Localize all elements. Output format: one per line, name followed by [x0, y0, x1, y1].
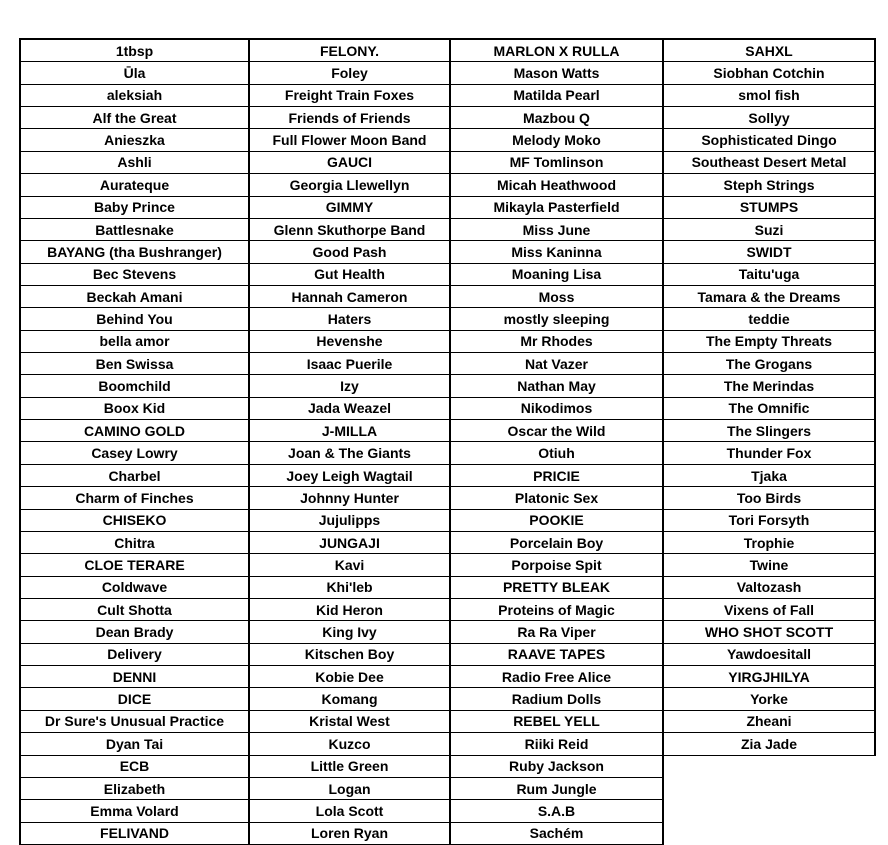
- artist-name-cell: Zia Jade: [663, 733, 875, 755]
- table-row: [20, 196, 875, 218]
- artist-name-cell: Otiuh: [450, 442, 663, 464]
- table-row: [20, 442, 875, 464]
- artist-name-cell: Micah Heathwood: [450, 174, 663, 196]
- artist-name-cell: Dean Brady: [20, 621, 249, 643]
- table-row: [20, 554, 875, 576]
- artist-name-cell: Full Flower Moon Band: [249, 129, 450, 151]
- artist-name-cell: Too Birds: [663, 487, 875, 509]
- table-row: [20, 151, 875, 173]
- artist-name-cell: ECB: [20, 755, 249, 777]
- table-row: [20, 397, 875, 419]
- artist-name-cell: Hannah Cameron: [249, 285, 450, 307]
- artist-name-cell: Ashli: [20, 151, 249, 173]
- artist-name-cell: CAMINO GOLD: [20, 420, 249, 442]
- artist-name-cell: Kid Heron: [249, 598, 450, 620]
- table-row: [20, 464, 875, 486]
- artist-name-cell: Melody Moko: [450, 129, 663, 151]
- artist-name-cell: Porpoise Spit: [450, 554, 663, 576]
- artist-name-cell: Loren Ryan: [249, 822, 450, 844]
- artist-name-cell: FELIVAND: [20, 822, 249, 844]
- table-row: [20, 308, 875, 330]
- table-row: [20, 129, 875, 151]
- artist-name-cell: SAHXL: [663, 39, 875, 62]
- artist-name-cell: Izy: [249, 375, 450, 397]
- artist-name-cell: PRICIE: [450, 464, 663, 486]
- table-row: [20, 218, 875, 240]
- artist-name-cell: Baby Prince: [20, 196, 249, 218]
- artist-name-cell: The Slingers: [663, 420, 875, 442]
- artist-name-cell: Joey Leigh Wagtail: [249, 464, 450, 486]
- artist-name-cell: Coldwave: [20, 576, 249, 598]
- artist-name-cell: Suzi: [663, 218, 875, 240]
- artist-name-cell: Georgia Llewellyn: [249, 174, 450, 196]
- artist-name-cell: MF Tomlinson: [450, 151, 663, 173]
- table-row: [20, 263, 875, 285]
- artist-name-cell: Siobhan Cotchin: [663, 62, 875, 84]
- artist-name-cell: Radio Free Alice: [450, 666, 663, 688]
- table-row: [20, 621, 875, 643]
- artist-name-cell: BAYANG (tha Bushranger): [20, 241, 249, 263]
- artist-name-cell: Sophisticated Dingo: [663, 129, 875, 151]
- table-row: [20, 800, 875, 822]
- table-row: [20, 509, 875, 531]
- artist-name-cell: Haters: [249, 308, 450, 330]
- artist-name-cell: Zheani: [663, 710, 875, 732]
- artist-name-cell: Oscar the Wild: [450, 420, 663, 442]
- artist-name-cell: Isaac Puerile: [249, 353, 450, 375]
- artist-name-cell: Emma Volard: [20, 800, 249, 822]
- table-row: [20, 576, 875, 598]
- table-row: [20, 330, 875, 352]
- artist-name-cell: SWIDT: [663, 241, 875, 263]
- artist-name-cell: S.A.B: [450, 800, 663, 822]
- artist-name-cell: Tamara & the Dreams: [663, 285, 875, 307]
- artist-name-cell: The Empty Threats: [663, 330, 875, 352]
- artist-name-cell: Charm of Finches: [20, 487, 249, 509]
- table-row: [20, 84, 875, 106]
- artist-name-cell: Ben Swissa: [20, 353, 249, 375]
- artist-name-cell: Ruby Jackson: [450, 755, 663, 777]
- artist-name-cell: MARLON X RULLA: [450, 39, 663, 62]
- table-row: [20, 39, 875, 62]
- artist-name-cell: Chitra: [20, 531, 249, 553]
- artist-name-cell: Platonic Sex: [450, 487, 663, 509]
- artist-name-cell: Sachém: [450, 822, 663, 844]
- artist-name-cell: GAUCI: [249, 151, 450, 173]
- artist-name-cell: JUNGAJI: [249, 531, 450, 553]
- artist-name-cell: Delivery: [20, 643, 249, 665]
- artist-name-cell: Kitschen Boy: [249, 643, 450, 665]
- table-row: [20, 688, 875, 710]
- artist-name-cell: RAAVE TAPES: [450, 643, 663, 665]
- artist-name-cell: Yawdoesitall: [663, 643, 875, 665]
- artist-name-cell: Steph Strings: [663, 174, 875, 196]
- artist-name-cell: Beckah Amani: [20, 285, 249, 307]
- artist-name-cell: Matilda Pearl: [450, 84, 663, 106]
- artist-name-cell: Sollyy: [663, 107, 875, 129]
- artist-name-cell: Riiki Reid: [450, 733, 663, 755]
- artist-name-cell: Dr Sure's Unusual Practice: [20, 710, 249, 732]
- table-row: [20, 733, 875, 755]
- table-row: [20, 420, 875, 442]
- artist-name-cell: Thunder Fox: [663, 442, 875, 464]
- artist-name-cell: Foley: [249, 62, 450, 84]
- artist-name-cell: Ūla: [20, 62, 249, 84]
- artist-name-cell: Little Green: [249, 755, 450, 777]
- table-row: [20, 531, 875, 553]
- artist-name-cell: Good Pash: [249, 241, 450, 263]
- artist-name-cell: Aurateque: [20, 174, 249, 196]
- artist-name-cell: Moaning Lisa: [450, 263, 663, 285]
- artist-name-cell: mostly sleeping: [450, 308, 663, 330]
- artist-name-cell: The Omnific: [663, 397, 875, 419]
- artist-name-cell: Dyan Tai: [20, 733, 249, 755]
- artist-name-cell: Behind You: [20, 308, 249, 330]
- artist-name-cell: Khi'leb: [249, 576, 450, 598]
- artist-name-cell: Bec Stevens: [20, 263, 249, 285]
- table-row: [20, 666, 875, 688]
- artist-name-cell: Jada Weazel: [249, 397, 450, 419]
- artist-name-cell: Vixens of Fall: [663, 598, 875, 620]
- artist-name-cell: CHISEKO: [20, 509, 249, 531]
- table-row: [20, 598, 875, 620]
- table-row: [20, 710, 875, 732]
- table-row: [20, 643, 875, 665]
- artist-name-cell: Charbel: [20, 464, 249, 486]
- artist-name-cell: Mr Rhodes: [450, 330, 663, 352]
- table-row: [20, 487, 875, 509]
- artist-name-cell: Lola Scott: [249, 800, 450, 822]
- artist-name-cell: Kobie Dee: [249, 666, 450, 688]
- artist-name-cell: Tori Forsyth: [663, 509, 875, 531]
- artist-name-cell: Ra Ra Viper: [450, 621, 663, 643]
- artist-name-cell: Battlesnake: [20, 218, 249, 240]
- artist-name-cell: Southeast Desert Metal: [663, 151, 875, 173]
- artist-name-cell: Kavi: [249, 554, 450, 576]
- artist-name-cell: FELONY.: [249, 39, 450, 62]
- artist-name-cell: Nat Vazer: [450, 353, 663, 375]
- artist-name-cell: STUMPS: [663, 196, 875, 218]
- artist-name-cell: bella amor: [20, 330, 249, 352]
- artist-name-cell: Moss: [450, 285, 663, 307]
- artist-name-cell: Miss June: [450, 218, 663, 240]
- artist-list-body: [20, 39, 875, 844]
- artist-name-cell: Joan & The Giants: [249, 442, 450, 464]
- artist-name-cell: Yorke: [663, 688, 875, 710]
- artist-name-cell: Boox Kid: [20, 397, 249, 419]
- artist-name-cell: teddie: [663, 308, 875, 330]
- artist-name-cell: Freight Train Foxes: [249, 84, 450, 106]
- artist-name-cell: Alf the Great: [20, 107, 249, 129]
- table-row: [20, 174, 875, 196]
- artist-name-cell: Radium Dolls: [450, 688, 663, 710]
- artist-name-cell: Friends of Friends: [249, 107, 450, 129]
- artist-name-cell: CLOE TERARE: [20, 554, 249, 576]
- artist-name-cell: Hevenshe: [249, 330, 450, 352]
- artist-name-cell: Nathan May: [450, 375, 663, 397]
- artist-name-cell: Porcelain Boy: [450, 531, 663, 553]
- artist-name-cell: REBEL YELL: [450, 710, 663, 732]
- artist-name-cell: Trophie: [663, 531, 875, 553]
- empty-cell: [663, 777, 875, 799]
- table-row: [20, 107, 875, 129]
- artist-list-table: [19, 38, 876, 845]
- artist-name-cell: DENNI: [20, 666, 249, 688]
- table-row: [20, 777, 875, 799]
- artist-name-cell: Valtozash: [663, 576, 875, 598]
- artist-name-cell: aleksiah: [20, 84, 249, 106]
- artist-name-cell: Rum Jungle: [450, 777, 663, 799]
- artist-name-cell: PRETTY BLEAK: [450, 576, 663, 598]
- empty-cell: [663, 755, 875, 777]
- artist-name-cell: Mason Watts: [450, 62, 663, 84]
- artist-name-cell: Logan: [249, 777, 450, 799]
- artist-name-cell: Mikayla Pasterfield: [450, 196, 663, 218]
- artist-name-cell: Kuzco: [249, 733, 450, 755]
- artist-name-cell: Mazbou Q: [450, 107, 663, 129]
- table-row: [20, 822, 875, 844]
- artist-name-cell: smol fish: [663, 84, 875, 106]
- artist-name-cell: Kristal West: [249, 710, 450, 732]
- artist-name-cell: The Grogans: [663, 353, 875, 375]
- artist-name-cell: Elizabeth: [20, 777, 249, 799]
- artist-name-cell: Nikodimos: [450, 397, 663, 419]
- artist-name-cell: WHO SHOT SCOTT: [663, 621, 875, 643]
- artist-name-cell: Casey Lowry: [20, 442, 249, 464]
- artist-name-cell: Taitu'uga: [663, 263, 875, 285]
- artist-name-cell: J-MILLA: [249, 420, 450, 442]
- table-row: [20, 62, 875, 84]
- artist-name-cell: Twine: [663, 554, 875, 576]
- artist-name-cell: Johnny Hunter: [249, 487, 450, 509]
- artist-name-cell: Cult Shotta: [20, 598, 249, 620]
- artist-name-cell: King Ivy: [249, 621, 450, 643]
- empty-cell: [663, 822, 875, 844]
- artist-name-cell: Miss Kaninna: [450, 241, 663, 263]
- artist-name-cell: Komang: [249, 688, 450, 710]
- artist-name-cell: The Merindas: [663, 375, 875, 397]
- artist-name-cell: Tjaka: [663, 464, 875, 486]
- table-row: [20, 375, 875, 397]
- artist-name-cell: YIRGJHILYA: [663, 666, 875, 688]
- table-row: [20, 285, 875, 307]
- artist-name-cell: Glenn Skuthorpe Band: [249, 218, 450, 240]
- artist-name-cell: Proteins of Magic: [450, 598, 663, 620]
- artist-name-cell: 1tbsp: [20, 39, 249, 62]
- artist-name-cell: Jujulipps: [249, 509, 450, 531]
- table-row: [20, 755, 875, 777]
- artist-name-cell: Gut Health: [249, 263, 450, 285]
- artist-name-cell: POOKIE: [450, 509, 663, 531]
- artist-name-cell: Boomchild: [20, 375, 249, 397]
- table-row: [20, 241, 875, 263]
- empty-cell: [663, 800, 875, 822]
- artist-name-cell: GIMMY: [249, 196, 450, 218]
- artist-name-cell: DICE: [20, 688, 249, 710]
- artist-name-cell: Anieszka: [20, 129, 249, 151]
- table-row: [20, 353, 875, 375]
